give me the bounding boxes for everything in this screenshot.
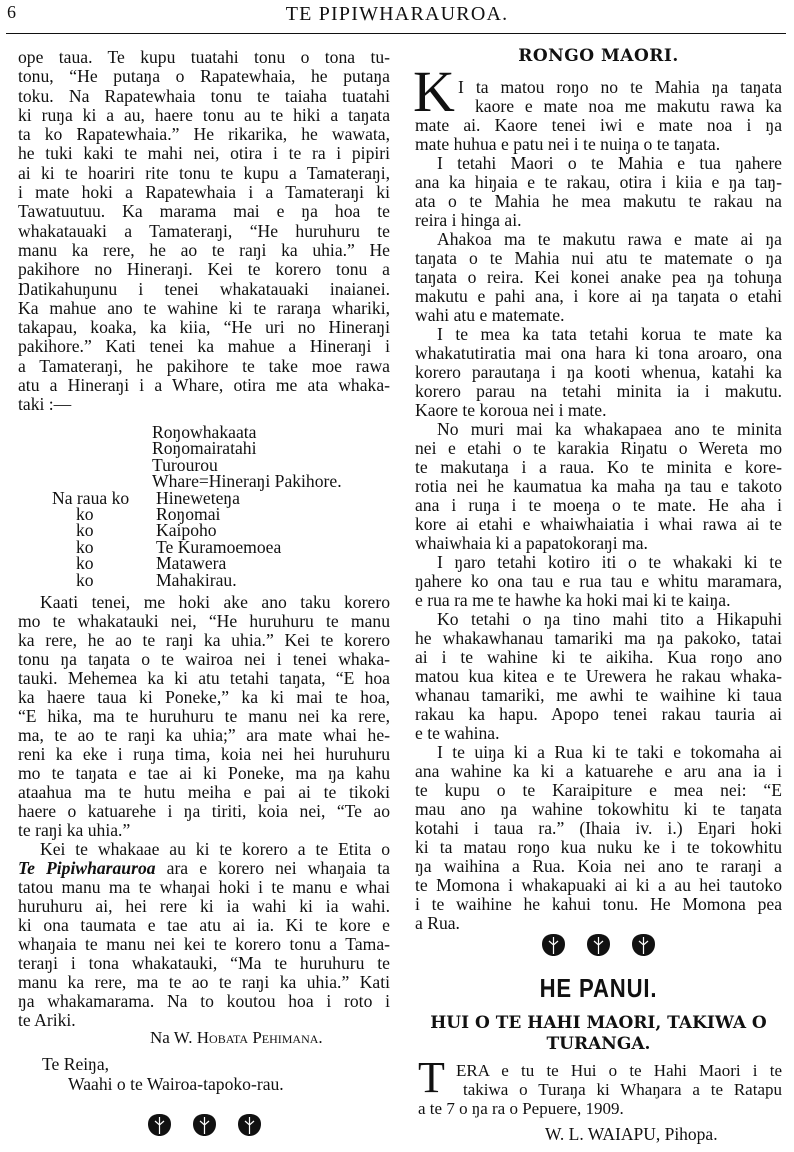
text-line: “E hika, ma te huruhuru te manu nei ka rere, [18,707,390,726]
child-name: Matawera [156,553,227,574]
subheading-line: TURANGA. [546,1034,651,1054]
newspaper-title: TE PIPIWHARAUROA. [285,3,509,25]
text-line: whakatutiratia mai ona hara ki tona aroaro, ona [415,344,782,363]
text-line [18,859,390,878]
genealogy-list [52,424,342,588]
text-line: ka rere, he ao te raŋi ka uhia.” Kei te korero [18,631,390,650]
text-line: ki ona taumata e tae atu ai ia. Ki te kore e [18,916,390,935]
ancestor-name: Turourou [152,454,218,475]
text-line: tonu, “He putaŋa o Rapatewhaia, he putaŋa [18,67,390,87]
text-line: i mate hoki a Rapatewhaia i a Tamateraŋi ki [18,183,390,203]
text-line: a Tamateraŋi, he pakihore te take moe rawa [18,356,390,376]
paragraph [18,593,390,840]
text-line: Ŋatikahuŋunu i tenei whakatauaki inaianei. [18,279,390,299]
paragraph [415,610,782,743]
text-line: taki :— [18,395,72,415]
text-line: te makutaŋa i a raua. Ko te minita e kore- [415,458,782,477]
paragraph [415,553,782,610]
text-line: Ka mahue ano te wahine ki te raraŋa whariki, [18,298,390,318]
genealogy-prefix: Na raua ko [52,487,130,508]
text-line: mo te taŋata e tae ai ki Poneke, ma ŋa kahu [18,764,390,783]
text-line: matou kua kitea e te Urewera he rakau whaka- [415,667,782,686]
text-line: taŋata o te Mahia nui atu te matemate o ŋa [415,249,782,268]
text-line: ai i te wahine ki te aikiha. Kua roŋo ano [415,648,782,667]
text-line: ana ka hiŋaia e te rakau, otira i kiia e ŋa taŋ- [415,173,782,192]
subheading-line: HUI O TE HAHI MAORI, TAKIWA O [430,1013,767,1033]
text-line: mau ano ŋa wahine tokowhitu ki te taŋata [415,800,782,819]
notice-heading: HE PANUI. [539,973,658,1003]
text-line: taŋata o reira. Kei konei anake pea ŋa tohuŋa [415,268,782,287]
child-name: Mahakirau. [156,569,237,590]
ancestor-name: Whare=Hineraŋi Pakihore. [152,471,342,492]
text-line: te Momona i whakapuaki ai ki a au hei tautoko [415,876,782,895]
paragraph [415,230,782,325]
text-line: te raŋi ka uhia.” [18,821,131,840]
text-line: he tuki kaki te mahi nei, otira i te ra i pipiri [18,144,390,164]
text-line: ana i ruŋa i te moeŋa o te mate. He aha i [415,496,782,515]
child-name: Kaipoho [156,520,217,541]
text-line: whanau tamariki, me awhi te waihine ki taua [415,686,782,705]
text-line: ŋahere ko ona tau e rua tau e whitu maramara, [415,572,782,591]
right-column-body [415,78,782,933]
text-line: korero parau na tetahi minita ia i makutu. [415,382,782,401]
text-line: reira i hinga ai. [415,211,522,230]
text-segment: ara e korero nei whaŋaia ta [155,859,390,878]
text-line: Kaati tenei, me hoki ake ano taku korero [40,593,390,612]
text-line: atu a Hineraŋi i a Whare, otira me ata whaka- [18,376,390,396]
place-line: Te Reiŋa, [42,1054,110,1074]
text-line: I te mea ka tata tetahi korua te mate ka [437,325,782,344]
text-line: a te 7 o ŋa ra o Pepuere, 1909. [418,1099,624,1118]
text-line: reni ka eke i ruŋa tima, koia nei hei huruhuru [18,745,390,764]
text-line: teraŋi i tona whakatauki, “Ma te huruhuru te [18,954,390,973]
text-line: haere o katuarehe i ŋa tiriti, koia nei, “Te ao [18,802,390,821]
left-column-paragraph-1 [18,48,390,415]
text-line: kore ai etahi e whaiwhaiatia i whai rawa ai te [415,515,782,534]
fern-ornament-icon [630,932,657,963]
text-line: ataahua ma te hutu meiha e pai ai te tikoki [18,783,390,802]
text-line: huruhuru ai, hei rere ki ia wahi ki ia wahi. [18,897,390,916]
text-line: mate ai. Kaore tenei iwi e mate noa i ŋa [415,116,782,135]
paragraph [415,78,782,154]
genealogy-prefix: ko [76,569,94,590]
text-line: Kaore te koroua nei i mate. [415,401,607,420]
child-name: Te Kuramoemoea [156,536,282,557]
text-line: I ŋaro tetahi kotiro iti o te whakaki ki te [437,553,782,572]
text-line: whaiwhaia ki a papatokoraŋi ma. [415,534,648,553]
genealogy-prefix: ko [76,536,94,557]
text-line: e te wahina. [415,724,500,743]
header-rule [6,33,786,34]
text-line: rotia nei he kaumatua ka maha ŋa tau e takoto [415,477,782,496]
paragraph [415,154,782,230]
text-line: mate huhua e patu nei i te nuiŋa o te taŋata. [415,135,721,154]
text-line: toku. Na Rapatewhaia tonu te taiaha tuatahi [18,86,390,106]
fern-ornament-icon [540,932,567,963]
text-line: Ahakoa ma te makutu rawa e mate ai ŋa [437,230,782,249]
text-line: rakau ka hapu. Apopo tenei rakau tauria ai [415,705,782,724]
text-line: ta ko Rapatewhaia.” He rikarika, he wawata, [18,125,390,145]
text-line: tauki. Mehemea ka ki atu tetahi taŋata, “E hoa [18,669,390,688]
child-name: Roŋomai [156,503,221,524]
newspaper-name-italic: Te Pipiwharauroa [18,859,156,878]
text-line: ki ta matau roŋo kua nuku ke i te tokowhitu [415,838,782,857]
genealogy-prefix: ko [76,520,94,541]
text-line: whaŋaia te manu nei kei te korero tonu a Tama- [18,935,390,954]
text-line: manu ka rere, ma te ao te raŋi ka uhia.” Kati [18,973,390,992]
text-line: nei e etahi o te karakia Riŋatu o Wereta mo [415,439,782,458]
notice-subheading [415,1013,782,1055]
left-column-paragraphs [18,593,390,1030]
ornament-row [540,932,657,963]
text-line: ŋa whakamarama. Na to koutou hoa i roto i [18,992,390,1011]
fern-ornament-icon [236,1112,263,1143]
author-signature [150,1028,323,1048]
paragraph [18,48,390,415]
ancestor-name: Roŋowhakaata [152,422,257,442]
drop-cap: T [418,1053,445,1102]
text-line: he whakawhanau tamariki ma ŋa pakoko, tatai [415,629,782,648]
text-line: tonu ŋa taŋata o te wairoa nei i tenei whaka- [18,650,390,669]
text-line: whakatauaki a Tamateraŋi, “He huruhuru te [18,221,390,241]
text-line: ka haere taua ki Poneke,” ka ki mai te hoa, [18,688,390,707]
text-line: ana wahine ka ki a katuarehe e aru ana ia i [415,762,782,781]
text-line: takapau, koaka, ka kiia, “He uri no Hineraŋi [18,318,390,338]
text-line: Ko tetahi o ŋa tino mahi tito a Hikapuhi [437,610,782,629]
paragraph [415,420,782,553]
text-line: No muri mai ka whakapaea ano te minita [437,420,782,439]
text-line: e rua ra me te hawhe ka hoki mai ki te kaiŋa. [415,591,731,610]
text-line: korero parautaŋa i ŋa kooti whenua, katahi ka [415,363,782,382]
drop-cap: K [413,59,455,124]
fern-ornament-icon [146,1112,173,1143]
text-line: ki ruŋa ki a au, haere tonu au te hiki a taŋata [18,105,390,125]
fern-ornament-icon [585,932,612,963]
fern-ornament-icon [191,1112,218,1143]
place-line: Waahi o te Wairoa-tapoko-rau. [68,1074,284,1094]
genealogy-prefix: ko [76,503,94,524]
ancestor-name: Roŋomairatahi [152,438,257,459]
ornament-row [146,1112,263,1143]
text-line: ma, te ao te raŋi ka uhia;” ara mate whai he- [18,726,390,745]
text-line: wahi atu e matemate. [415,306,565,325]
text-line: I ta matou roŋo no te Mahia ŋa taŋata [458,78,782,97]
text-line: a Rua. [415,914,460,933]
text-line: takiwa o Turaŋa ki Whaŋara a te Ratapu [463,1080,782,1099]
text-line: kaore e mate noa me makutu rawa ka [475,97,782,116]
notice-signature: W. L. WAIAPU, Pihopa. [545,1124,718,1144]
genealogy-child [52,569,342,590]
paragraph [18,840,390,1030]
signature-name: Hobata Pehimana. [196,1028,323,1047]
text-line: te Ariki. [18,1011,76,1030]
paragraph [415,325,782,420]
text-line: ŋa waihina a Rua. Koia nei ano te raraŋi a [415,857,782,876]
text-line: pakihore no Hineraŋi. Kei te korero tonu a [18,260,390,280]
notice-body [418,1061,782,1118]
text-line: tatou manu ma te whaŋai hoki i te manu e whai [18,878,390,897]
page-number: 6 [7,2,16,22]
text-line: pakihore.” Kati tenei ka mahue a Hineraŋi i [18,337,390,357]
text-line: ata o te Mahia he mea makutu te rakau na [415,192,782,211]
text-line: kotahi i taua ra.” (Ihaia iv. i.) Eŋari hoki [415,819,782,838]
text-line: ope taua. Te kupu tuatahi tonu o tona tu- [18,48,390,67]
text-line: mo te whakatauki nei, “He huruhuru te manu [18,612,390,631]
paragraph [415,743,782,933]
text-line: I te uiŋa ki a Rua ki te taki e tokomaha ai [437,743,782,762]
text-line: I tetahi Maori o te Mahia e tua ŋahere [437,154,782,173]
text-line: ERA e tu te Hui o te Hahi Maori i te [456,1061,782,1080]
text-line: ai ki te hoariri rite tonu te kupu a Tamateraŋi, [18,163,390,183]
text-line: te kupu o te Karaipiture e mea nei: “E [415,781,782,800]
text-line: Kei te whakaae au ki te korero a te Etita o [40,840,390,859]
text-line: manu ka rere, he ao te raŋi ka uhia.” He [18,240,390,260]
text-line: Tawatuutuu. Ka marama mai e ŋa hoa te [18,202,390,222]
text-line: makutu e pahi ana, i kore ai ŋa taŋata o etahi [415,287,782,306]
genealogy-prefix: ko [76,553,94,574]
signature-prefix: Na W. [150,1028,197,1047]
section-heading-rongo-maori: RONGO MAORI. [518,46,679,66]
text-line: i te waihine he kahui tonu. He Momona pea [415,895,782,914]
child-name: Hineweteŋa [156,487,240,508]
